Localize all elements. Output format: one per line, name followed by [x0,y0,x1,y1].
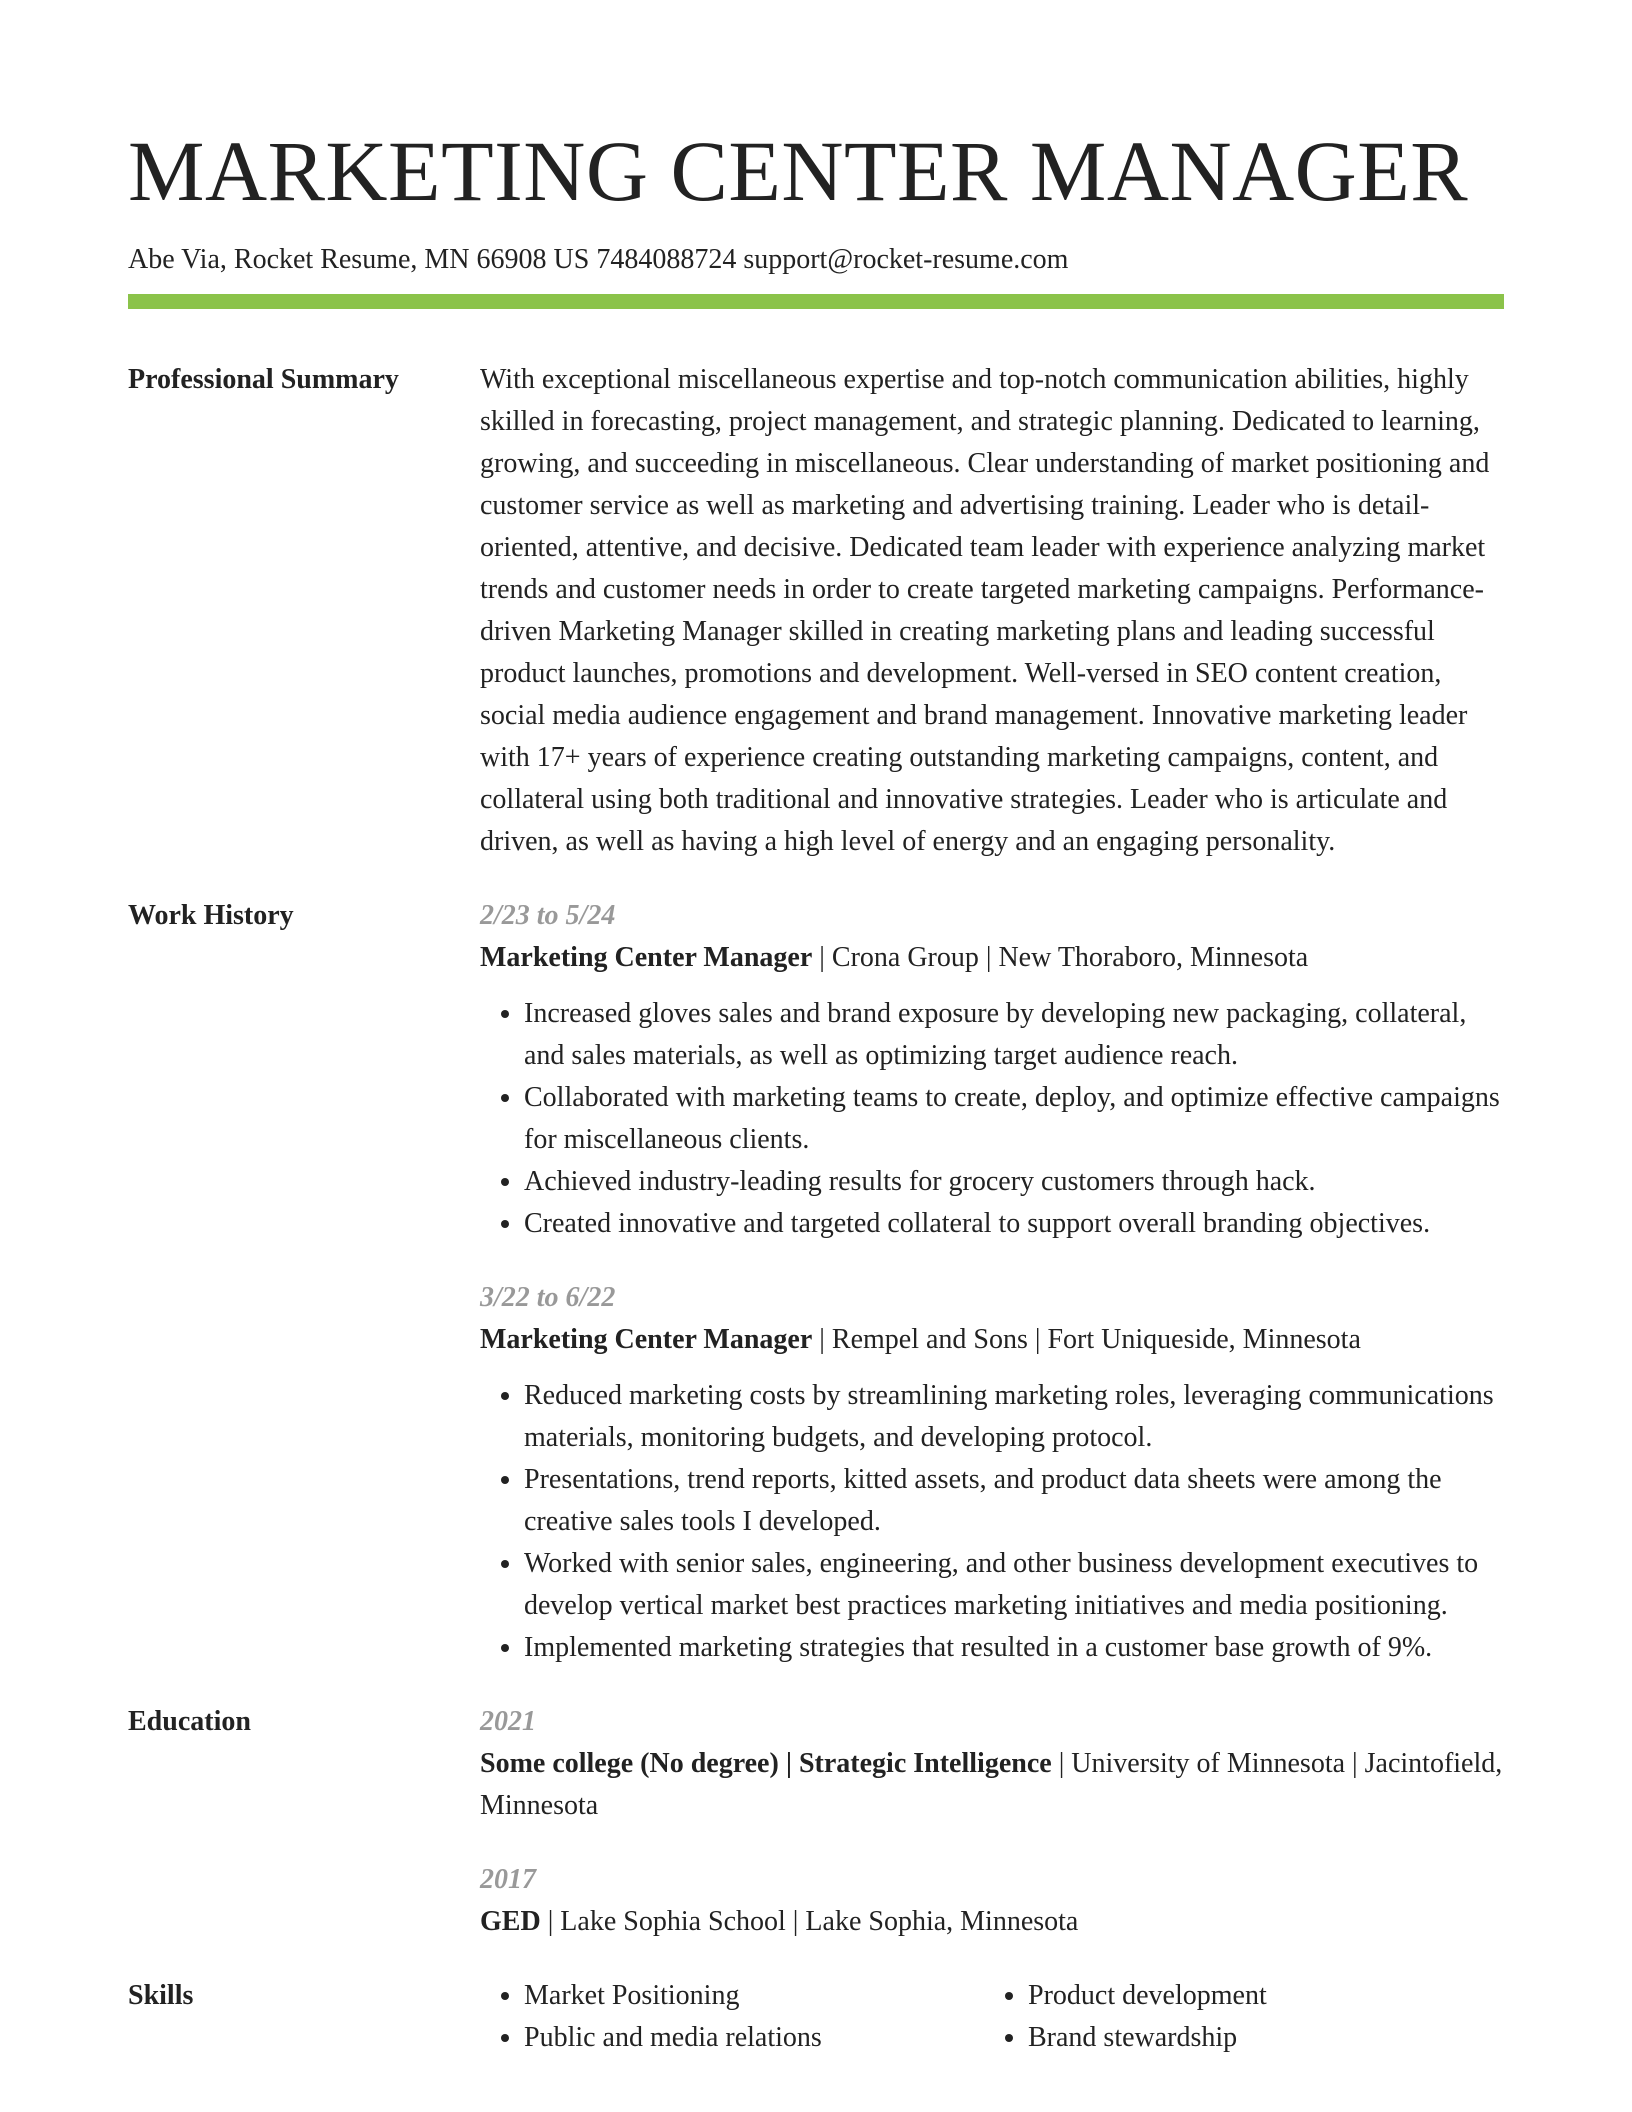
job-employer-location: | Rempel and Sons | Fort Uniqueside, Minnesota [812,1324,1361,1355]
list-item: • Created innovative and targeted collateral to support overall branding objectives. [524,1203,1504,1245]
education-line [480,1743,1504,1827]
contact-phone: 7484088724 [596,244,737,275]
education-year: 2017 [480,1864,536,1895]
summary-heading: Professional Summary [128,364,399,395]
education-year: 2021 [480,1706,536,1737]
work-history-heading: Work History [128,900,294,931]
list-item: • Brand stewardship [1028,2017,1488,2059]
list-item: • Achieved industry-leading results for grocery customers through hack. [524,1161,1504,1203]
education-entry [480,1701,1504,1827]
job-bullets [480,1375,1504,1669]
education-degree: GED [480,1906,541,1937]
education-heading: Education [128,1706,251,1737]
job-title-line [480,1319,1504,1361]
list-item: • Collaborated with marketing teams to create, deploy, and optimize effective campaigns for miscellaneous clients. [524,1077,1504,1161]
contact-email: support@rocket-resume.com [743,244,1069,275]
contact-address: Abe Via, Rocket Resume, MN 66908 US [128,244,590,275]
list-item: • Public and media relations [524,2017,984,2059]
job-entry [480,1277,1504,1669]
list-item: • Presentations, trend reports, kitted assets, and product data sheets were among the creative sales tools I developed. [524,1459,1504,1543]
contact-line [128,242,1504,278]
skills-heading: Skills [128,1980,194,2011]
job-dates: 2/23 to 5/24 [480,900,616,931]
list-item: • Market Positioning [524,1975,984,2017]
job-employer-location: | Crona Group | New Thoraboro, Minnesota [812,942,1309,973]
list-item: • Worked with senior sales, engineering, and other business development executives to develop vertical market best practices marketing initiatives and media positioning. [524,1543,1504,1627]
job-dates: 3/22 to 6/22 [480,1282,616,1313]
skills-column-1 [480,1975,984,2059]
education-body [480,1701,1504,1943]
summary-text: With exceptional miscellaneous expertise and top-notch communication abilities, highly skilled in forecasting, project management, and strategic planning. Dedicated to learning, growing, and succeeding in miscellaneous. Clear understanding of market positioning and customer service as well as marketing and advertising training. Leader who is detail-oriented, attentive, and decisive. Dedicated team leader with experience analyzing market trends and customer needs in order to create targeted marketing campaigns. Performance-driven Marketing Manager skilled in creating marketing plans and leading successful product launches, promotions and development. Well-versed in SEO content creation, social media audience engagement and brand management. Innovative marketing leader with 17+ years of experience creating outstanding marketing campaigns, content, and collateral using both traditional and innovative strategies. Leader who is articulate and driven, as well as having a high level of energy and an engaging personality. [480,364,1490,857]
summary-section [128,359,1504,863]
list-item: • Implemented marketing strategies that resulted in a customer base growth of 9%. [524,1627,1504,1669]
accent-divider [128,294,1504,309]
education-entry [480,1859,1504,1943]
education-school-location: | University of Minnesota | Jacintofield, Minnesota [480,1748,1503,1821]
job-title: Marketing Center Manager [480,942,813,973]
skills-list [480,1975,1504,2059]
work-history-section [128,895,1504,1669]
job-entry [480,895,1504,1245]
resume-page [128,0,1504,2059]
list-item: • Reduced marketing costs by streamlining marketing roles, leveraging communications materials, monitoring budgets, and developing protocol. [524,1375,1504,1459]
job-title: Marketing Center Manager [480,1324,813,1355]
job-bullets [480,993,1504,1245]
education-degree: Some college (No degree) | Strategic Intelligence [480,1748,1052,1779]
education-section [128,1701,1504,1943]
list-item: • Increased gloves sales and brand exposure by developing new packaging, collateral, and sales materials, as well as optimizing target audience reach. [524,993,1504,1077]
resume-title: MARKETING CENTER MANAGER [128,123,1469,219]
skills-column-2 [984,1975,1488,2059]
job-title-line [480,937,1504,979]
work-history-body [480,895,1504,1669]
list-item: • Product development [1028,1975,1488,2017]
education-school-location: | Lake Sophia School | Lake Sophia, Minnesota [540,1906,1079,1937]
skills-section [128,1975,1504,2059]
education-line [480,1901,1504,1943]
